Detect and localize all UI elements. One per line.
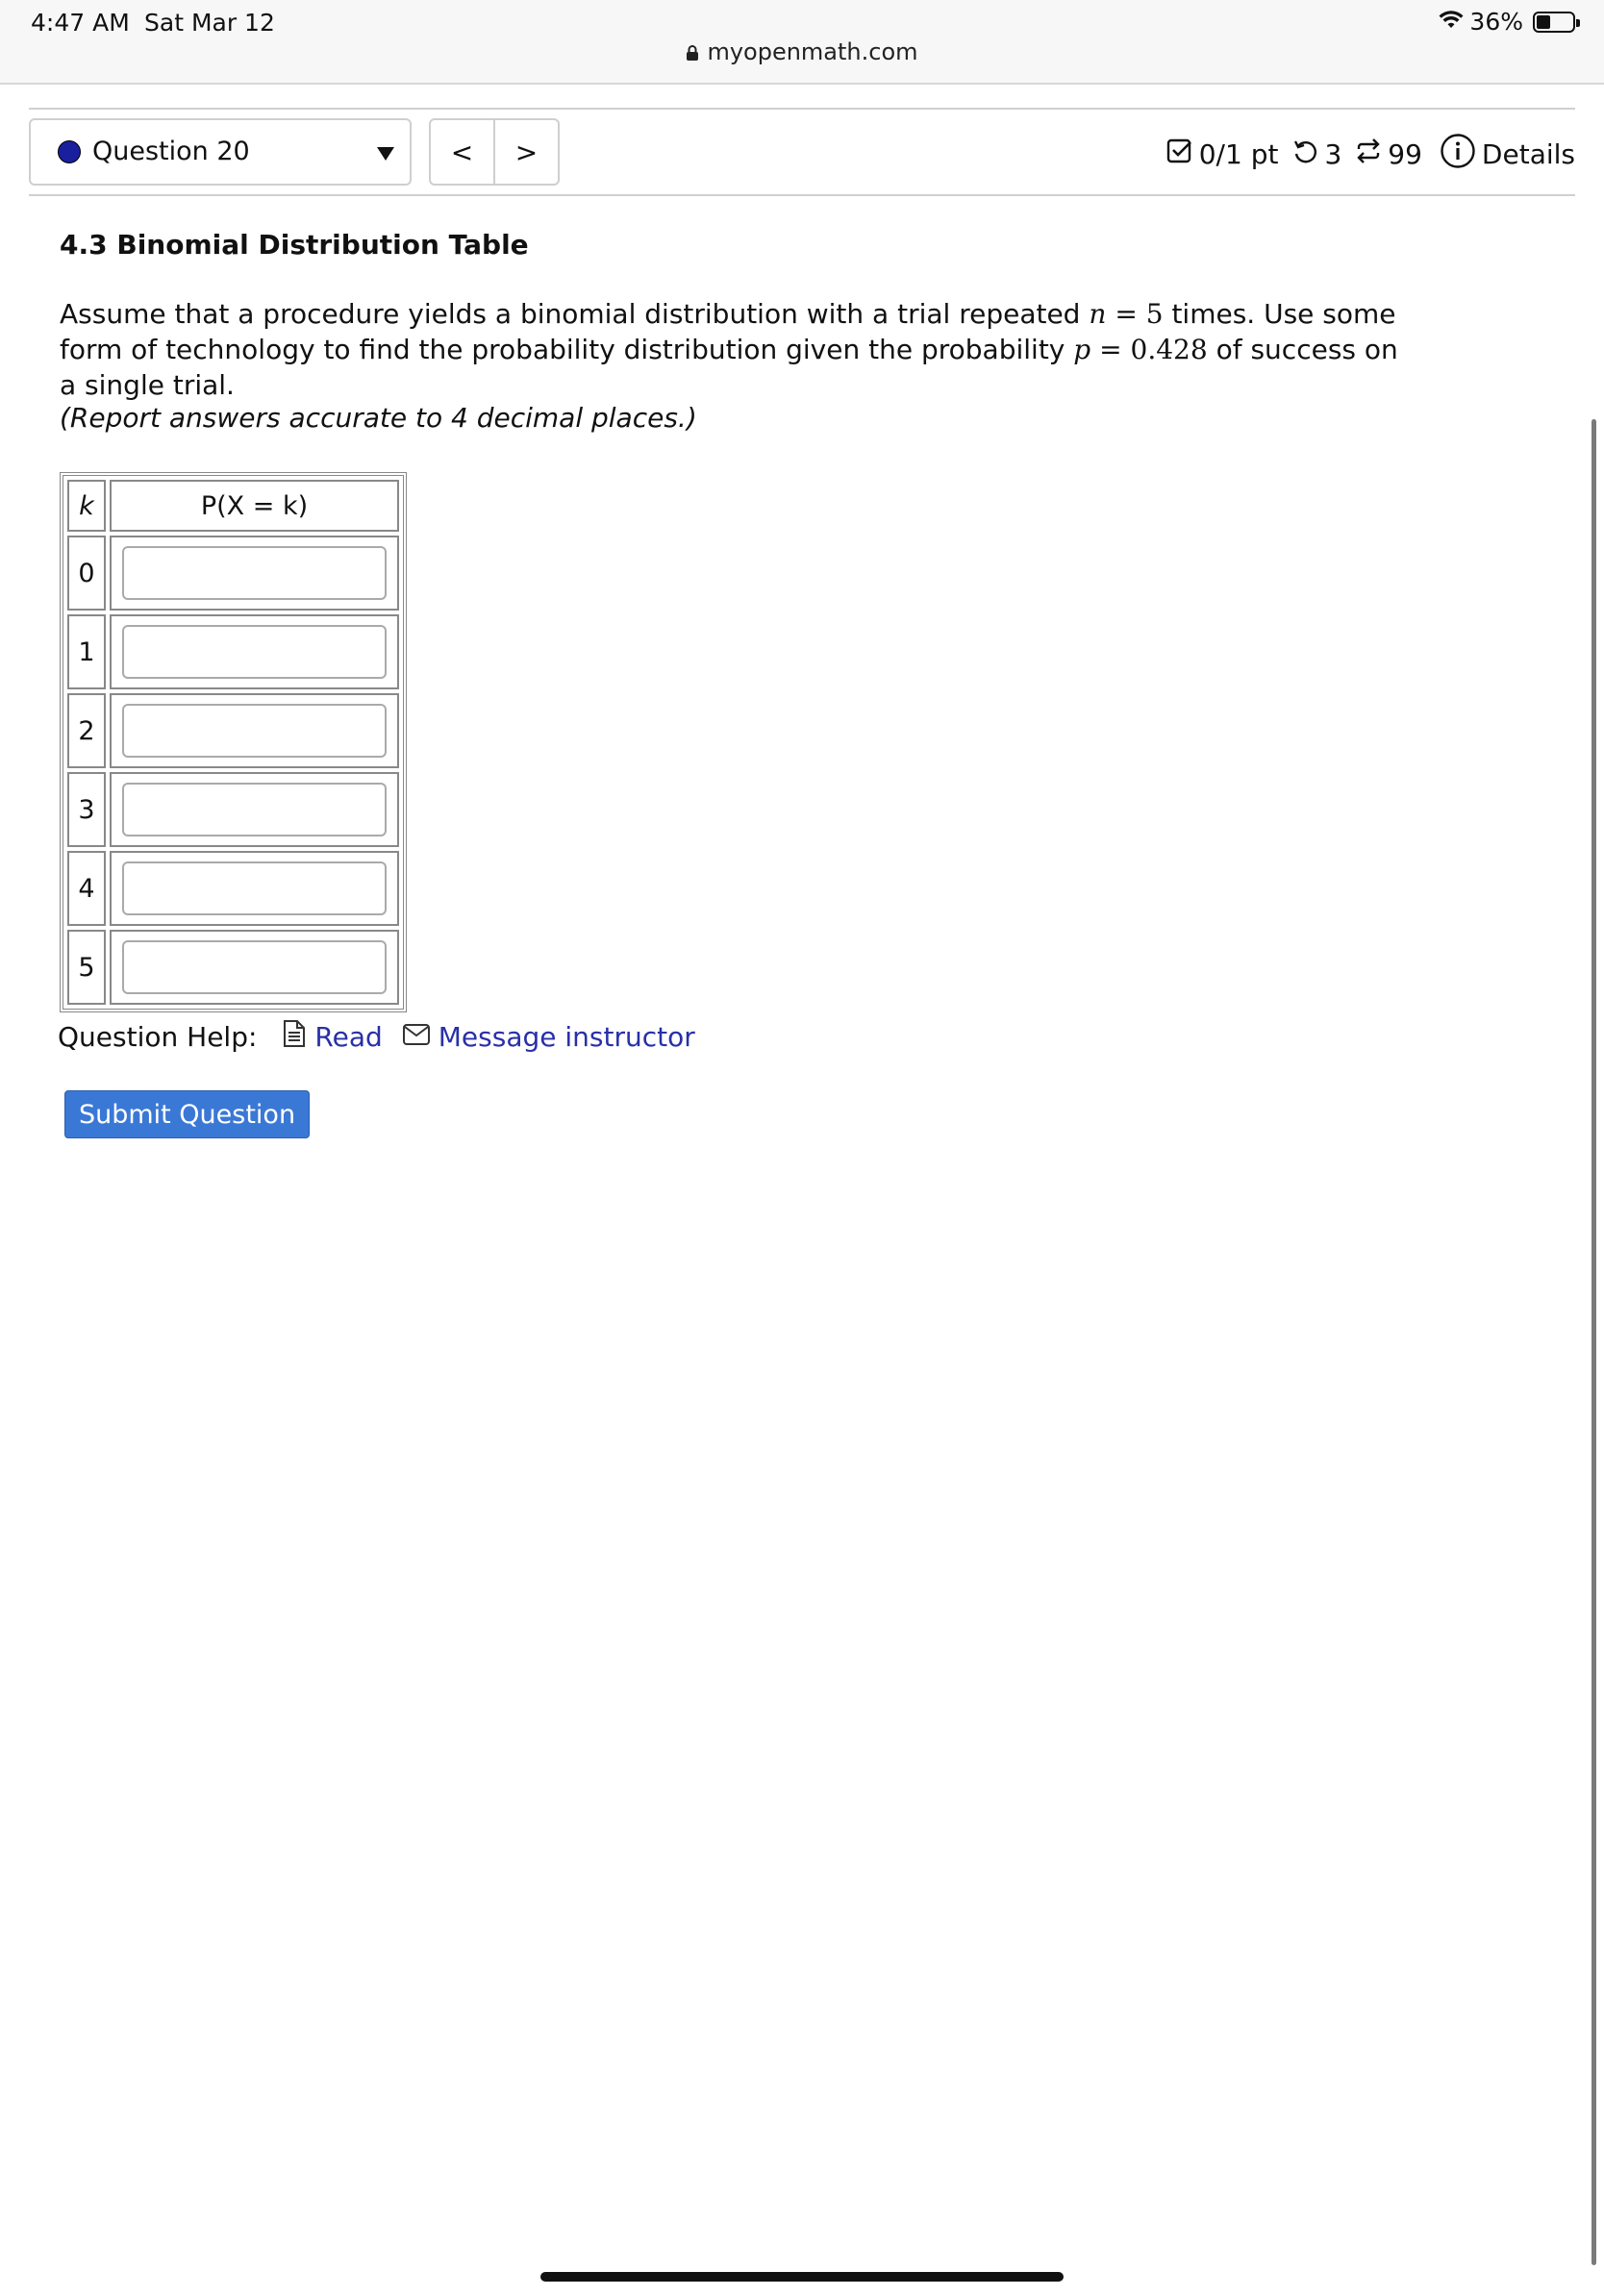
lock-icon [686, 40, 699, 67]
k-value: 0 [67, 536, 106, 611]
read-link[interactable] [282, 1019, 382, 1055]
var-n: n [1089, 298, 1107, 330]
question-select[interactable] [29, 118, 412, 186]
repeat-arrows-icon [1355, 137, 1382, 171]
battery-icon [1533, 12, 1575, 33]
p-value: 0.428 [1130, 334, 1208, 365]
message-instructor-text: Message instructor [438, 1021, 695, 1053]
retry-icon [1291, 137, 1318, 171]
k-value: 2 [67, 693, 106, 768]
probability-input-k3[interactable] [122, 783, 387, 836]
scrollbar[interactable] [1591, 419, 1596, 2265]
probability-cell [110, 536, 399, 611]
status-right [1439, 8, 1575, 36]
next-question-button[interactable]: > [493, 120, 558, 184]
retries [1291, 137, 1341, 171]
message-instructor-link[interactable] [402, 1021, 695, 1053]
divider-bottom [29, 194, 1575, 196]
probability-cell [110, 930, 399, 1005]
question-nav [429, 118, 560, 186]
table-row [67, 772, 399, 847]
question-text-part-2: times. Use some form of technology to find the probability distribution given the probability [60, 298, 1396, 365]
equals-2: = [1099, 334, 1122, 365]
table-row [67, 693, 399, 768]
chevron-down-icon [377, 147, 394, 161]
wifi-icon [1439, 8, 1464, 36]
document-icon [282, 1019, 307, 1055]
details-link[interactable] [1440, 133, 1575, 176]
probability-input-k4[interactable] [122, 861, 387, 915]
probability-input-k0[interactable] [122, 546, 387, 600]
header-k: k [67, 480, 106, 532]
probability-cell [110, 772, 399, 847]
address-bar[interactable] [0, 38, 1604, 67]
status-time: 4:47 AM [31, 9, 130, 37]
table-row [67, 930, 399, 1005]
question-help [58, 1019, 695, 1055]
probability-input-k2[interactable] [122, 704, 387, 758]
k-value: 1 [67, 614, 106, 689]
question-help-label: Question Help: [58, 1021, 258, 1053]
details-text: Details [1481, 138, 1575, 170]
question-select-label: Question 20 [92, 137, 250, 166]
var-p: p [1073, 334, 1091, 365]
table-row [67, 614, 399, 689]
k-value: 5 [67, 930, 106, 1005]
retries-count: 3 [1324, 138, 1342, 170]
info-icon [1440, 133, 1476, 176]
question-status-dot-icon [58, 140, 81, 163]
read-link-text: Read [314, 1021, 383, 1053]
checkbox-check-icon [1166, 137, 1193, 171]
battery-percent: 36% [1469, 8, 1523, 36]
probability-cell [110, 614, 399, 689]
table-row [67, 536, 399, 611]
divider-top [29, 108, 1575, 110]
table-header-row [67, 480, 399, 532]
k-value: 4 [67, 851, 106, 926]
url-text: myopenmath.com [707, 38, 918, 65]
question-text [60, 296, 1406, 403]
header-probability: P(X = k) [110, 480, 399, 532]
question-text-part-1: Assume that a procedure yields a binomial distribution with a trial repeated [60, 298, 1081, 330]
k-value: 3 [67, 772, 106, 847]
attempts [1355, 137, 1422, 171]
question-text-part-3: of success on a single trial. [60, 334, 1398, 401]
score [1166, 137, 1279, 171]
accuracy-note: (Report answers accurate to 4 decimal places.) [60, 402, 697, 434]
status-date: Sat Mar 12 [144, 9, 275, 37]
probability-cell [110, 851, 399, 926]
distribution-table [60, 472, 407, 1012]
probability-input-k1[interactable] [122, 625, 387, 679]
question-meta [1153, 133, 1575, 176]
probability-input-k5[interactable] [122, 940, 387, 994]
equals-1: = [1115, 298, 1138, 330]
submit-question-button[interactable]: Submit Question [64, 1090, 310, 1138]
envelope-icon [402, 1021, 431, 1053]
status-bar [0, 0, 1604, 85]
prev-question-button[interactable]: < [450, 136, 474, 168]
question-title: 4.3 Binomial Distribution Table [60, 229, 529, 261]
attempts-count: 99 [1388, 138, 1422, 170]
home-indicator[interactable] [540, 2272, 1064, 2282]
n-value: 5 [1145, 298, 1164, 330]
table-row [67, 851, 399, 926]
score-text: 0/1 pt [1198, 138, 1279, 170]
probability-cell [110, 693, 399, 768]
